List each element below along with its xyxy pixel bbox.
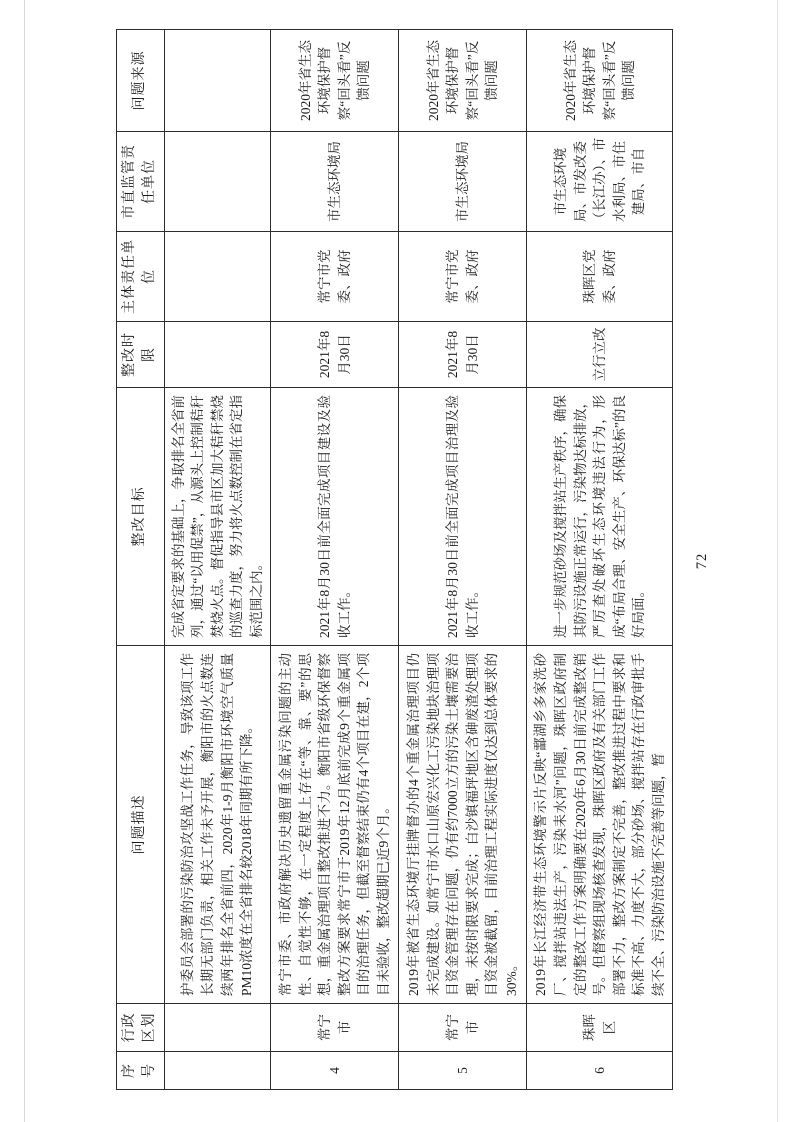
- cell-region: [164, 1004, 271, 1052]
- cell-description: 常宁市委、市政府解决历史遗留重金属污染问题的主动性、自觉性不够，在一定程度上存在“等、靠、要”的思想，重金属治理项目整改推进不力。衡阳市省级环保督察整改方案要求常宁市于2019年12月底前完成9个重金属项目的治理任务，但截至督察结束仍有4个项目在建，2个项目未验收，整改超期已近9个月。: [271, 646, 399, 1004]
- cell-supervising-unit: 市生态环境局、市发改委（长江办）、市水利局、市住建局、市自: [527, 132, 673, 232]
- cell-deadline: [164, 322, 271, 388]
- cell-responsible-unit: 常宁市党委、政府: [271, 232, 399, 322]
- cell-region: 常宁市: [271, 1004, 399, 1052]
- cell-region: 常宁市: [399, 1004, 527, 1052]
- header-region: 行政区划: [117, 1004, 165, 1052]
- cell-target: 完成省定要求的基础上，争取排名全省前列，通过“以用促禁”，从源头上控制秸秆焚烧火点。督促指导县市区加大秸秆禁烧的巡查力度，努力将火点数控制在省定指标范围之内。: [164, 388, 271, 646]
- rectification-table: [116, 29, 673, 1090]
- cell-region: 珠晖区: [527, 1004, 673, 1052]
- page-number: 72: [694, 552, 710, 570]
- header-responsible-unit: 主体责任单位: [117, 232, 165, 322]
- cell-source: [164, 30, 271, 132]
- cell-target: 进一步规范砂场及搅拌站生产秩序，确保其防污设施正常运行，污染物达标排放，严厉查处破坏生态环境违法行为，形成“布局合理、安全生产、环保达标”的良好局面。: [527, 388, 673, 646]
- cell-source: 2020年省生态环境保护督察“回头看”反馈问题: [399, 30, 527, 132]
- cell-deadline: 2021年8月30日: [271, 322, 399, 388]
- cell-deadline: 立行立改: [527, 322, 673, 388]
- cell-seq: 5: [399, 1052, 527, 1090]
- table-row-6: [527, 30, 673, 1090]
- cell-supervising-unit: 市生态环境局: [271, 132, 399, 232]
- header-source: 问题来源: [117, 30, 165, 132]
- cell-seq: 4: [271, 1052, 399, 1090]
- cell-target: 2021年8月30日前全面完成项目治理及验收工作。: [399, 388, 527, 646]
- cell-responsible-unit: [164, 232, 271, 322]
- cell-responsible-unit: 常宁市党委、政府: [399, 232, 527, 322]
- cell-description: 2019年被省生态环境厅挂牌督办的4个重金属治理项目仍未完成建设。如常宁市水口山原宏兴化工污染地块治理项目资金管理存在问题，仍有约7000立方的污染土壤需要治理，未按时限要求完成；白沙镇福坪地区含砷废渣处理项目资金被截留，目前治理工程实际进度仅达到总体要求的30%。: [399, 646, 527, 1004]
- cell-responsible-unit: 珠晖区党委、政府: [527, 232, 673, 322]
- cell-description: 2019年长江经济带生态环境警示片反映“酃湖乡多家洗砂厂、搅拌站违法生产，污染耒水河”问题，珠晖区政府制定的整改工作方案明确要在2020年6月30日前完成整改销号。但督察组现场核查发现，珠晖区政府及有关部门工作部署不力，整改方案制定不完善，整改推进过程中要求和标准不高、力度不大，部分砂场、搅拌站存在行政审批手续不全、污染防治设施不完善等问题，暂: [527, 646, 673, 1004]
- table-row-4: [271, 30, 399, 1090]
- header-target: 整改目标: [117, 388, 165, 646]
- table-row-5: [399, 30, 527, 1090]
- table-row-continuation: [164, 30, 271, 1090]
- cell-description: 护委员会部署的污染防治攻坚战工作任务，导致该项工作长期无部门负责，相关工作未予开展，衡阳市的火点数连续两年排名全省前四，2020年1-9月衡阳市环境空气质量PM10浓度在全省排名较2018年同期有所下降。: [164, 646, 271, 1004]
- cell-target: 2021年8月30日前全面完成项目建设及验收工作。: [271, 388, 399, 646]
- cell-seq: [164, 1052, 271, 1090]
- table-header-row: [117, 30, 165, 1090]
- cell-deadline: 2021年8月30日: [399, 322, 527, 388]
- header-supervising-unit: 市直监管责任单位: [117, 132, 165, 232]
- cell-supervising-unit: [164, 132, 271, 232]
- cell-supervising-unit: 市生态环境局: [399, 132, 527, 232]
- header-seq: 序号: [117, 1052, 165, 1090]
- cell-source: 2020年省生态环境保护督察“回头看”反馈问题: [271, 30, 399, 132]
- cell-source: 2020年省生态环境保护督察“回头看”反馈问题: [527, 30, 673, 132]
- header-deadline: 整改时限: [117, 322, 165, 388]
- cell-seq: 6: [527, 1052, 673, 1090]
- header-description: 问题描述: [117, 646, 165, 1004]
